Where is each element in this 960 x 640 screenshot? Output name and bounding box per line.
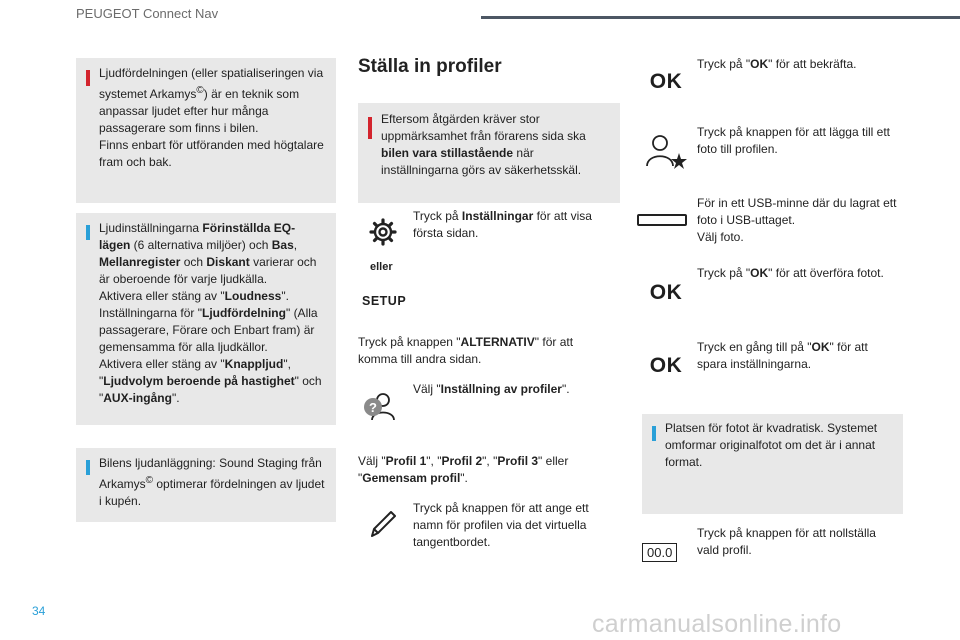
reset-counter-icon: 00.0: [642, 543, 677, 562]
setup-label: SETUP: [362, 294, 407, 308]
step-choose-profile-text: Välj "Profil 1", "Profil 2", "Profil 3" eller "Gemensam profil".: [358, 454, 569, 485]
or-label: eller: [370, 261, 393, 273]
info-box-sound-staging: [76, 448, 336, 522]
info-box-sound-distribution: [76, 58, 336, 203]
info-text: Platsen för fotot är kvadratisk. Systemet omformar originalfotot om det är i annat format.: [665, 421, 878, 469]
header-title: PEUGEOT Connect Nav: [76, 6, 219, 21]
info-text: Bilens ljudanläggning: Sound Staging från Arkamys© optimerar fördelningen av ljudet i kupén.: [99, 456, 325, 508]
step-settings-text: Tryck på Inställningar för att visa första sidan.: [413, 209, 592, 240]
step-confirm-text: Tryck på "OK" för att bekräfta.: [697, 57, 857, 71]
step-name-profile-text: Tryck på knappen för att ange ett namn för profilen via det virtuella tangentbordet.: [413, 501, 589, 549]
info-text: Ljudfördelningen (eller spatialiseringen via systemet Arkamys©) är en teknik som anpassar ljudet efter hur många passagerare som finns i bilen. Finns enbart för utföranden med högtalare fram och bak.: [99, 66, 324, 169]
step-transfer-text: Tryck på "OK" för att överföra fotot.: [697, 266, 884, 280]
question-profile-icon: [362, 390, 398, 422]
step-reset-text: Tryck på knappen för att nollställa vald profil.: [697, 526, 876, 557]
warning-box-stationary: [358, 103, 620, 203]
warning-text: Eftersom åtgärden kräver stor uppmärksamhet från förarens sida ska bilen vara stillastående när inställningarna görs av säkerhetsskäl.: [381, 112, 586, 177]
info-marker: [86, 460, 90, 475]
usb-slot-icon: [636, 211, 688, 229]
section-title: Ställa in profiler: [358, 56, 502, 77]
add-photo-profile-icon: [644, 133, 688, 171]
header-rule: [481, 16, 960, 19]
pencil-icon: [364, 505, 402, 543]
gear-icon: [368, 217, 398, 247]
info-box-photo-format: [642, 414, 903, 514]
page-number: 34: [32, 604, 46, 618]
ok-button-icon: OK: [649, 70, 683, 93]
step-add-photo-text: Tryck på knappen för att lägga till ett foto till profilen.: [697, 125, 890, 156]
step-usb-text: För in ett USB-minne där du lagrat ett foto i USB-uttaget. Välj foto.: [697, 196, 897, 244]
info-box-sound-settings: [76, 213, 336, 425]
info-text: Ljudinställningarna Förinställda EQ-lägen (6 alternativa miljöer) och Bas, Mellanregister och Diskant varierar och är oberoende för varje ljudkälla. Aktivera eller stäng av "Loudness". Inställningarna för "Ljudfördelning" (Alla passagerare, Förare och Enbart fram) är gemensamma för alla ljudkällor. Aktivera eller stäng av "Knappljud", "Ljudvolym beroende på hastighet" och "AUX-ingång".: [99, 221, 322, 405]
warning-marker: [86, 70, 90, 86]
watermark: carmanualsonline.info: [592, 610, 842, 638]
info-marker: [86, 225, 90, 240]
ok-button-icon: OK: [649, 354, 683, 377]
svg-text:?: ?: [369, 400, 377, 415]
warning-marker: [368, 117, 372, 139]
step-save-text: Tryck en gång till på "OK" för att spara inställningarna.: [697, 340, 868, 371]
step-alternativ-text: Tryck på knappen "ALTERNATIV" för att komma till andra sidan.: [358, 335, 574, 366]
ok-button-icon: OK: [649, 281, 683, 304]
step-profile-settings-text: Välj "Inställning av profiler".: [413, 382, 570, 396]
info-marker: [652, 426, 656, 441]
